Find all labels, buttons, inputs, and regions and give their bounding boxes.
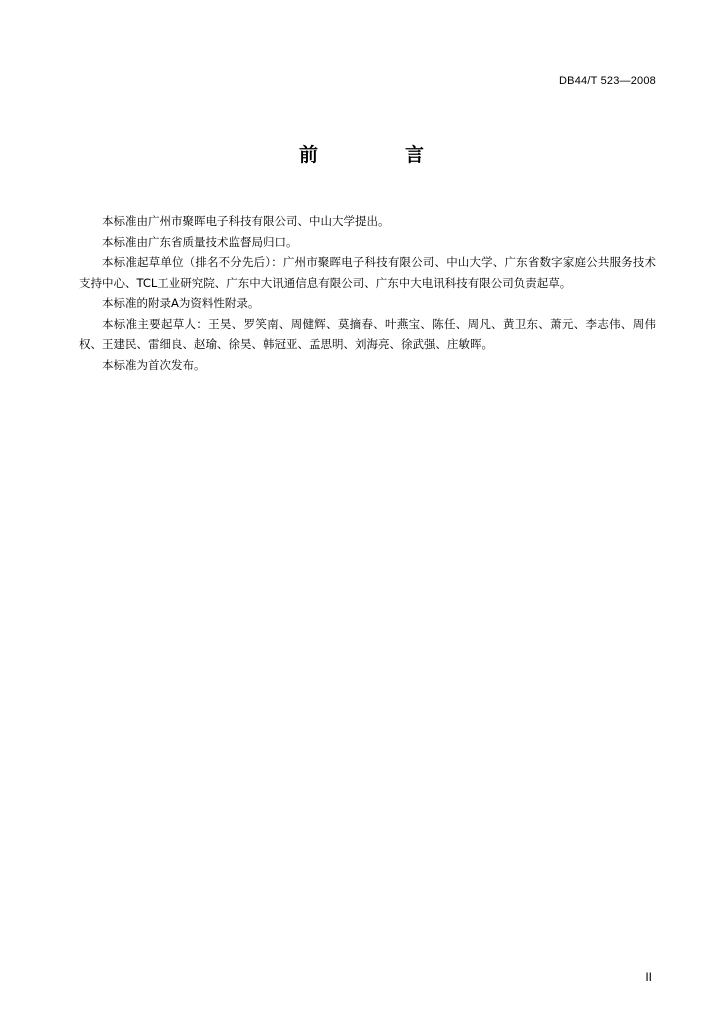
- standard-code: DB44/T 523—2008: [559, 75, 656, 87]
- page-number: II: [645, 970, 652, 984]
- paragraph-administrator: 本标准由广东省质量技术监督局归口。: [102, 234, 298, 249]
- paragraph-drafting-units: 本标准起草单位（排名不分先后）：广州市聚晖电子科技有限公司、中山大学、广东省数字家庭公共服务技术支持中心、TCL工业研究院、广东中大讯通信息有限公司、广东中大电讯科技有限公司负责起草。: [79, 255, 656, 290]
- paragraph-proposer: 本标准由广州市聚晖电子科技有限公司、中山大学提出。: [102, 214, 390, 228]
- paragraph-appendix: 本标准的附录A为资料性附录。: [102, 296, 260, 310]
- paragraph-drafters: 本标准主要起草人：王昊、罗笑南、周健辉、莫摘春、叶燕宝、陈任、周凡、黄卫东、萧元、李志伟、周伟权、王建民、雷细良、赵瑜、徐昊、韩冠亚、孟思明、刘海亮、徐武强、庄敏晖。: [79, 316, 656, 351]
- paragraph-first-release: 本标准为首次发布。: [102, 357, 206, 372]
- page-title: 前 言: [298, 144, 458, 166]
- foreword-body: [79, 211, 656, 375]
